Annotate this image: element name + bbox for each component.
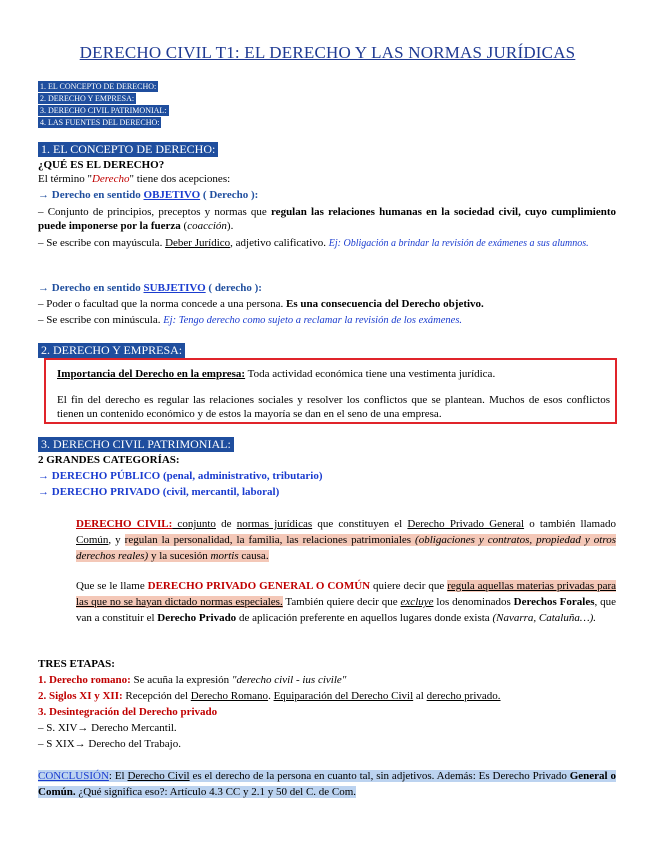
table-of-contents (38, 81, 169, 129)
subjective-note: – Se escribe con minúscula. Ej: Tengo derecho como sujeto a reclamar la revisión de los exámenes. (38, 314, 463, 326)
objective-definition: – Conjunto de principios, preceptos y normas que regulan las relaciones humanas en la sociedad civil, cuyo cumplimiento puede imponerse por la fuerza (coacción). (38, 206, 616, 232)
page-title: DERECHO CIVIL T1: EL DERECHO Y LAS NORMAS JURÍDICAS (79, 43, 576, 62)
section-heading-2: 2. DERECHO Y EMPRESA: (38, 343, 185, 358)
box-paragraph-2: El fin del derecho es regular las relaciones sociales y resolver los conflictos que se plantean. Muchos de esos conflictos tienen un contenido económico y de estos la mayoría se dan en el seno de una empresa. (57, 394, 610, 420)
section-heading-3: 3. DERECHO CIVIL PATRIMONIAL: (38, 437, 234, 452)
stage-1: 1. Derecho romano: Se acuña la expresión "derecho civil - ius civile" (38, 674, 347, 686)
toc-item[interactable]: 2. DERECHO Y EMPRESA: (40, 94, 135, 103)
subjective-heading: → Derecho en sentido SUBJETIVO ( derecho ): (38, 282, 262, 294)
conclusion-paragraph: CONCLUSIÓN: El Derecho Civil es el derecho de la persona en cuanto tal, sin adjetivos. Además: Es Derecho Privado General o Común. ¿Qué significa eso?: Artículo 4.3 CC y 2.1 y 50 del C. de Com. (38, 770, 616, 798)
private-law: → DERECHO PRIVADO (civil, mercantil, laboral) (38, 486, 280, 498)
toc-item[interactable]: 4. LAS FUENTES DEL DERECHO: (40, 118, 160, 127)
stage-3-item-1: – S. XIV→ Derecho Mercantil. (38, 722, 177, 734)
question: ¿QUÉ ES EL DERECHO? (38, 159, 165, 171)
stage-3-item-2: – S XIX→ Derecho del Trabajo. (38, 738, 181, 750)
box-paragraph-1: Importancia del Derecho en la empresa: Toda actividad económica tiene una vestimenta jurídica. (57, 368, 496, 380)
objective-note: – Se escribe con mayúscula. Deber Jurídico, adjetivo calificativo. Ej: Obligación a brindar la revisión de exámenes a sus alumnos. (38, 237, 589, 249)
section-heading-1: 1. EL CONCEPTO DE DERECHO: (38, 142, 218, 157)
general-private-law-paragraph: Que se le llame DERECHO PRIVADO GENERAL O COMÚN quiere decir que regula aquellas materias privadas para las que no se hayan dictado normas especiales. También quiere decir que excluye los denominados Derechos Forales, que van a constituir el Derecho Privado de aplicación preferente en aquellos lugares donde exista (Navarra, Cataluña…). (76, 580, 617, 624)
stage-3: 3. Desintegración del Derecho privado (38, 706, 218, 718)
intro-line: El término "Derecho" tiene dos acepciones: (38, 173, 231, 185)
subjective-definition: – Poder o facultad que la norma concede a una persona. Es una consecuencia del Derecho objetivo. (38, 298, 484, 310)
toc-item[interactable]: 3. DERECHO CIVIL PATRIMONIAL: (40, 106, 167, 115)
categories-label: 2 GRANDES CATEGORÍAS: (38, 454, 180, 466)
public-law: → DERECHO PÚBLICO (penal, administrativo, tributario) (38, 470, 323, 482)
toc-item[interactable]: 1. EL CONCEPTO DE DERECHO: (40, 82, 157, 91)
civil-law-paragraph: DERECHO CIVIL: conjunto de normas jurídicas que constituyen el Derecho Privado General o también llamado Común, y regulan la personalidad, la familia, las relaciones patrimoniales (obligaciones y contratos, propiedad y otros derechos reales) y la sucesión mortis causa. (76, 518, 617, 562)
stages-heading: TRES ETAPAS: (38, 658, 115, 670)
stage-2: 2. Siglos XI y XII: Recepción del Derecho Romano. Equiparación del Derecho Civil al derecho privado. (38, 690, 501, 702)
objective-heading: → Derecho en sentido OBJETIVO ( Derecho ): (38, 189, 259, 201)
